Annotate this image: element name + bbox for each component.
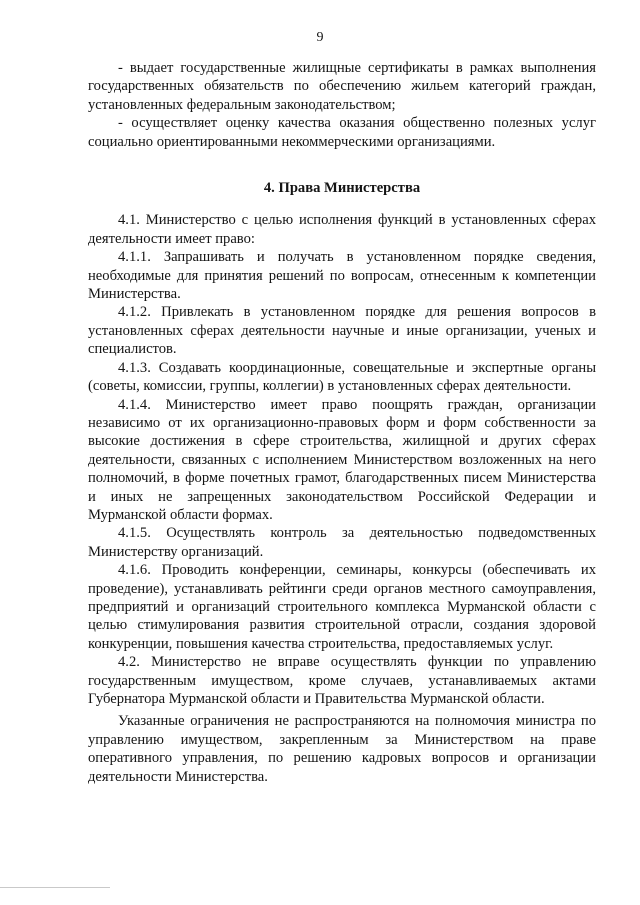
paragraph-4-1-2: 4.1.2. Привлекать в установленном порядке для решения вопросов в установленных сферах деятельности научные и иные организации, ученых и специалистов. bbox=[88, 304, 596, 358]
paragraph-4-1-5: 4.1.5. Осуществлять контроль за деятельностью подведомственных Министерству организаций. bbox=[88, 525, 596, 560]
footer-divider bbox=[0, 887, 110, 888]
section-title: 4. Права Министерства bbox=[263, 180, 421, 197]
intro-item-quality-assessment: - осуществляет оценку качества оказания общественно полезных услуг социально ориентированными некоммерческими организациями. bbox=[88, 115, 596, 150]
paragraph-4-1-1: 4.1.1. Запрашивать и получать в установленном порядке сведения, необходимые для принятия решений по вопросам, отнесенным к компетенции Министерства. bbox=[88, 249, 596, 303]
paragraph-restrictions-note: Указанные ограничения не распространяются на полномочия министра по управлению имуществом, закрепленным за Министерством на праве оперативного управления, по решению кадровых вопросов и организации деятельности Министерства. bbox=[88, 713, 596, 785]
intro-item-certificates: - выдает государственные жилищные сертификаты в рамках выполнения государственных обязательств по обеспечению жильем категорий граждан, установленных федеральным законодательством; bbox=[88, 60, 596, 113]
document-body bbox=[88, 59, 596, 786]
paragraph-4-1-6: 4.1.6. Проводить конференции, семинары, конкурсы (обеспечивать их проведение), устанавливать рейтинги среди органов местного самоуправления, предприятий и организаций строительного комплекса Мурманской области с целью стимулирования развития строительной отрасли, создания здоровой конкуренции, повышения качества строительства, предоставляемых услуг. bbox=[88, 562, 596, 652]
page-number: 9 bbox=[316, 30, 324, 45]
paragraph-4-2: 4.2. Министерство не вправе осуществлять функции по управлению государственным имуществом, кроме случаев, устанавливаемых актами Губернатора Мурманской области и Правительства Мурманской области. bbox=[88, 654, 596, 707]
paragraph-4-1-4: 4.1.4. Министерство имеет право поощрять граждан, организации независимо от их организационно-правовых форм и форм собственности за высокие достижения в сфере строительства, жилищной и других сферах деятельности, связанных с исполнением Министерством возложенных на него полномочий, в форме почетных грамот, благодарственных писем Министерства и иных не запрещенных законодательством Российской Федерации и Мурманской области формах. bbox=[88, 396, 596, 523]
paragraph-4-1-3: 4.1.3. Создавать координационные, совещательные и экспертные органы (советы, комиссии, группы, коллегии) в установленных сферах деятельности. bbox=[88, 359, 596, 395]
paragraph-4-1: 4.1. Министерство с целью исполнения функций в установленных сферах деятельности имеет право: bbox=[88, 212, 596, 247]
